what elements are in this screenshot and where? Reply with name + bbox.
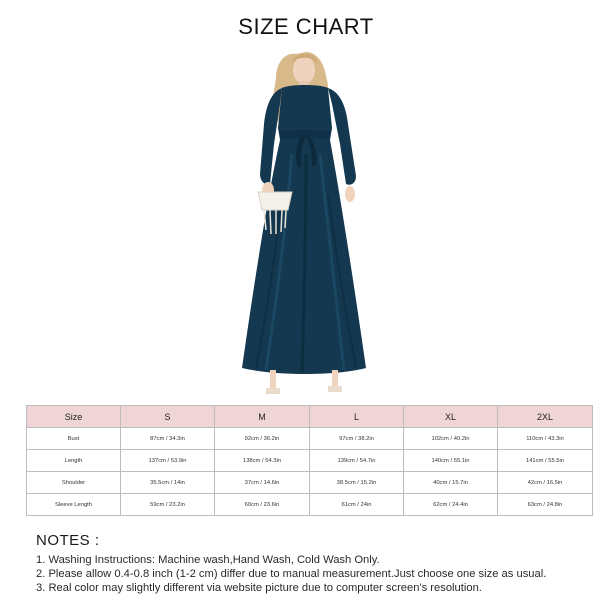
page-title: SIZE CHART (238, 14, 374, 39)
row-label: Shoulder (27, 472, 121, 494)
size-table (26, 405, 593, 516)
row-label: Bust (27, 428, 121, 450)
table-cell: 60cm / 23.6in (215, 494, 310, 516)
row-label: Sleeve Length (27, 494, 121, 516)
table-cell: 137cm / 53.9in (121, 450, 215, 472)
table-cell: 59cm / 23.2in (121, 494, 215, 516)
table-cell: 139cm / 54.7in (310, 450, 404, 472)
notes-section (36, 532, 596, 595)
table-row (27, 428, 593, 450)
table-cell: 42cm / 16.5in (498, 472, 593, 494)
note-item: 2. Please allow 0.4-0.8 inch (1-2 cm) differ due to manual measurement.Just choose one size as usual. (36, 568, 547, 580)
table-header-row (27, 406, 593, 428)
table-cell: 40cm / 15.7in (404, 472, 498, 494)
row-label: Length (27, 450, 121, 472)
table-cell: 38.5cm / 15.2in (310, 472, 404, 494)
column-header: XL (404, 406, 498, 428)
table-cell: 140cm / 55.1in (404, 450, 498, 472)
column-header: M (215, 406, 310, 428)
table-cell: 97cm / 38.2in (310, 428, 404, 450)
note-item: 3. Real color may slightly different via website picture due to computer screen's resolution. (36, 582, 482, 594)
table-cell: 62cm / 24.4in (404, 494, 498, 516)
column-header: 2XL (498, 406, 593, 428)
table-cell: 138cm / 54.3in (215, 450, 310, 472)
table-cell: 37cm / 14.6in (215, 472, 310, 494)
table-row (27, 472, 593, 494)
table-cell: 61cm / 24in (310, 494, 404, 516)
product-photo (236, 44, 376, 398)
table-row (27, 450, 593, 472)
column-header: L (310, 406, 404, 428)
column-header: Size (27, 406, 121, 428)
note-item: 1. Washing Instructions: Machine wash,Hand Wash, Cold Wash Only. (36, 554, 380, 566)
notes-title: NOTES : (36, 532, 100, 549)
table-row (27, 494, 593, 516)
table-cell: 141cm / 55.5in (498, 450, 593, 472)
column-header: S (121, 406, 215, 428)
table-cell: 63cm / 24.8in (498, 494, 593, 516)
table-cell: 102cm / 40.2in (404, 428, 498, 450)
table-cell: 35.5cm / 14in (121, 472, 215, 494)
table-cell: 92cm / 36.2in (215, 428, 310, 450)
table-cell: 110cm / 43.3in (498, 428, 593, 450)
table-cell: 87cm / 34.3in (121, 428, 215, 450)
